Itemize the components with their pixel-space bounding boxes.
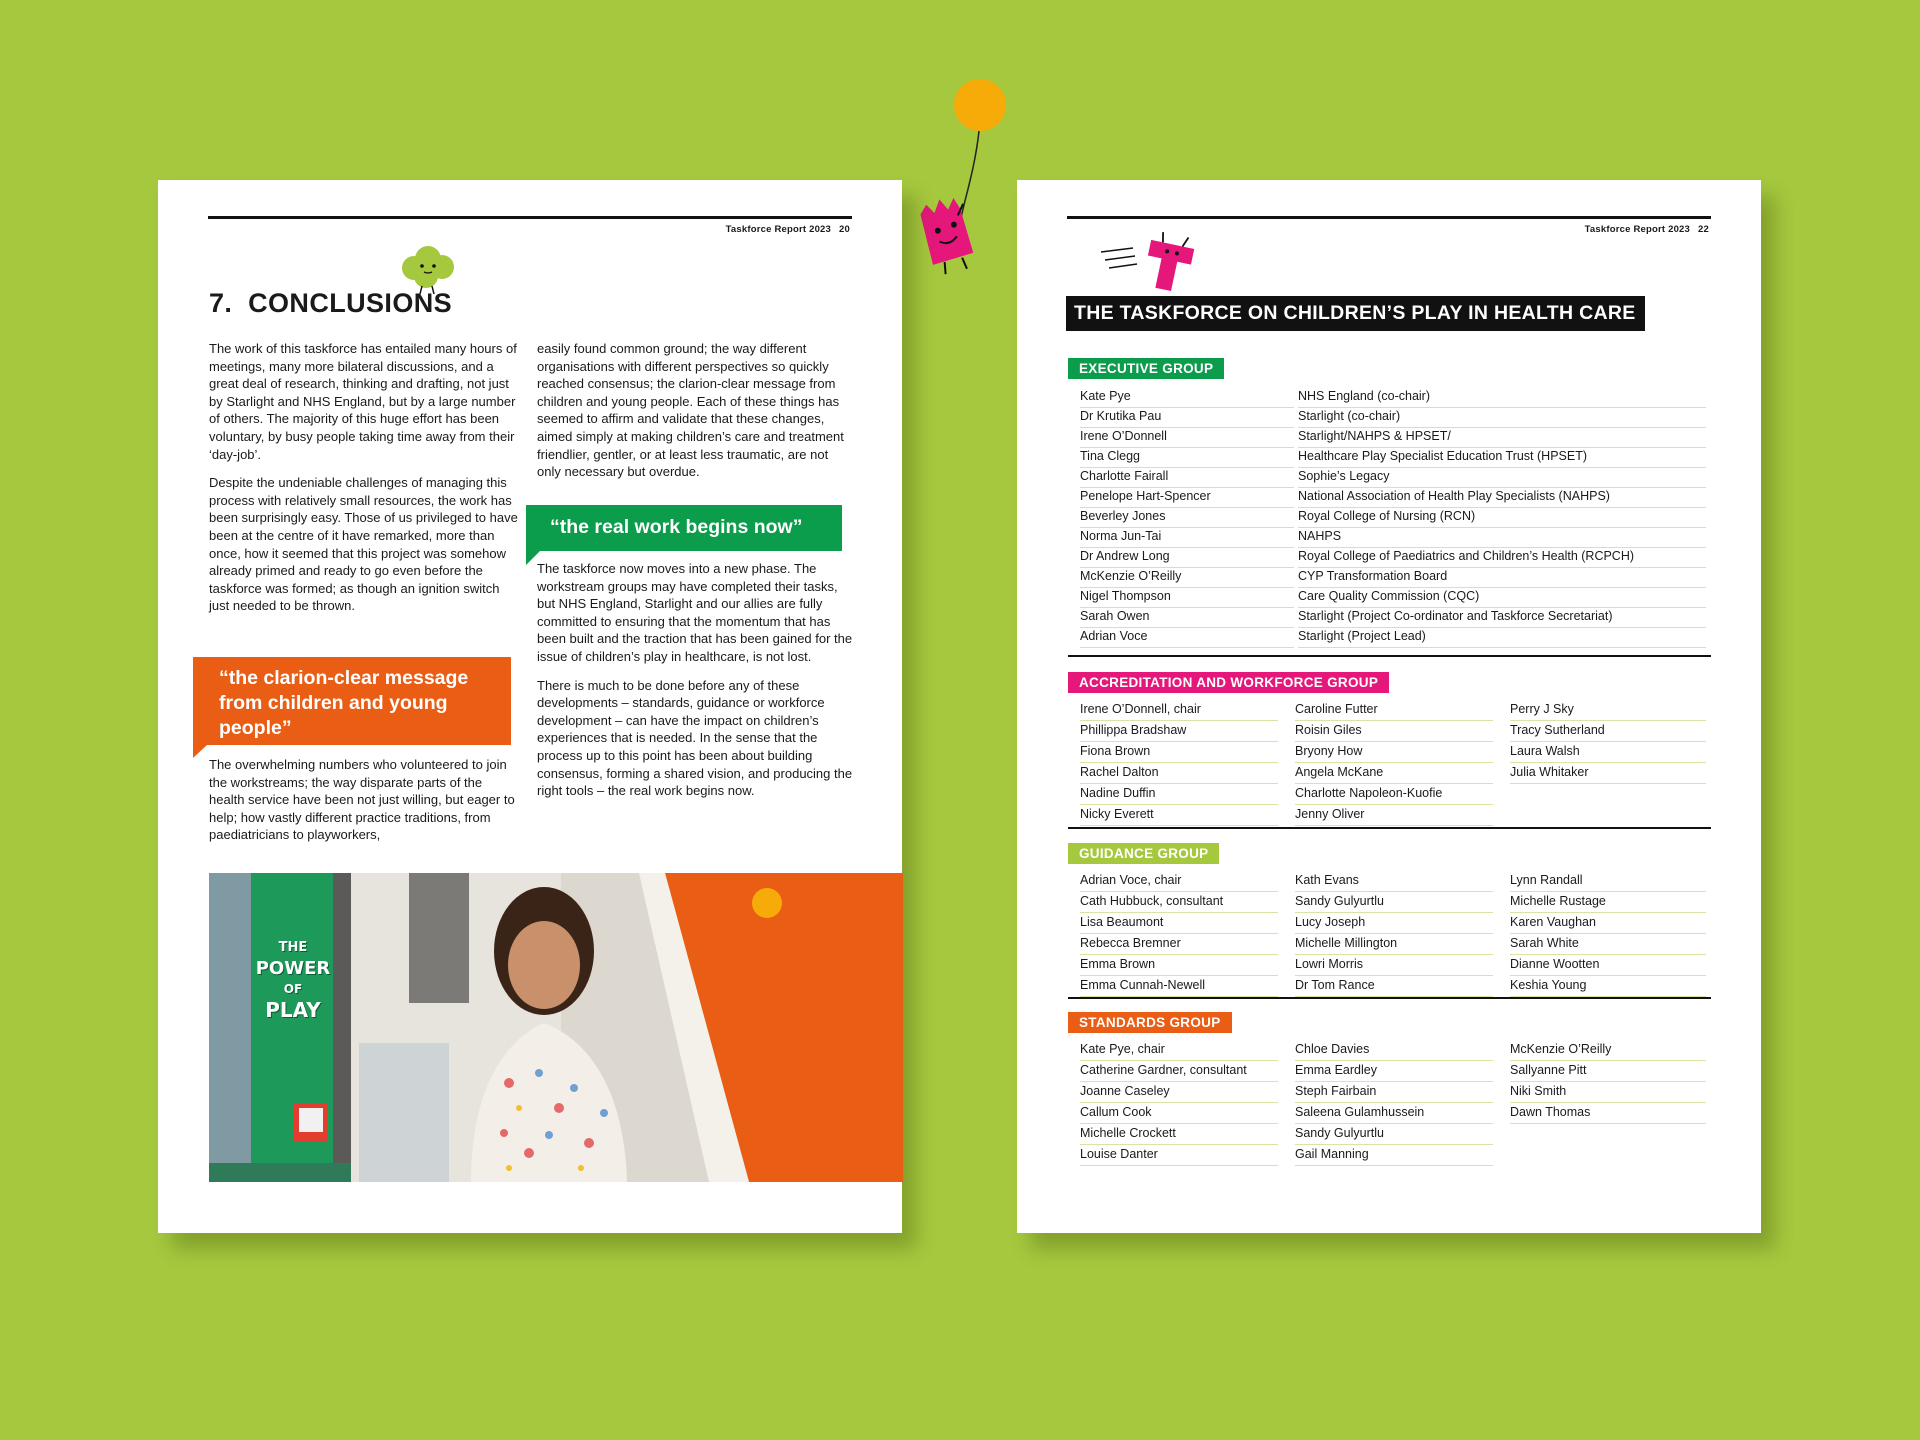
page-number: 20 — [839, 224, 850, 235]
quote-tail — [193, 745, 207, 758]
section-divider — [1068, 997, 1711, 999]
member-name: Steph Fairbain — [1295, 1082, 1493, 1103]
group-label-accreditation: ACCREDITATION AND WORKFORCE GROUP — [1068, 672, 1389, 693]
member-name: Gail Manning — [1295, 1145, 1493, 1166]
name-column — [1510, 871, 1706, 997]
member-name: Jenny Oliver — [1295, 805, 1493, 826]
header-rule — [1067, 216, 1711, 219]
page-title: 7. CONCLUSIONS — [209, 288, 453, 318]
power-of-play-sign — [255, 937, 331, 1021]
page-number: 22 — [1698, 224, 1709, 235]
member-organisation: Care Quality Commission (CQC) — [1298, 587, 1706, 608]
member-organisation: Royal College of Paediatrics and Children’s Health (RCPCH) — [1298, 547, 1706, 568]
member-organisation: NHS England (co-chair) — [1298, 387, 1706, 408]
running-title: Taskforce Report 2023 — [725, 224, 832, 235]
paragraph: The work of this taskforce has entailed many hours of meetings, many more bilateral discussions, and a great deal of research, thinking and drafting, not just by Starlight and NHS England, but by a large number of others. The majority of this huge effort has been voluntary, by busy people taking time away from their ‘day-job’. — [209, 341, 517, 462]
member-organisation: Sophie’s Legacy — [1298, 467, 1706, 488]
member-name: Dr Krutika Pau — [1080, 407, 1294, 428]
member-organisation: National Association of Health Play Specialists (NAHPS) — [1298, 487, 1706, 508]
member-organisation: Starlight (co-chair) — [1298, 407, 1706, 428]
member-name: Rachel Dalton — [1080, 763, 1278, 784]
member-name: Irene O’Donnell, chair — [1080, 700, 1278, 721]
member-name: Keshia Young — [1510, 976, 1706, 997]
name-column — [1510, 700, 1706, 784]
member-name: Lisa Beaumont — [1080, 913, 1278, 934]
member-name: Sarah Owen — [1080, 607, 1294, 628]
member-name: Cath Hubbuck, consultant — [1080, 892, 1278, 913]
member-name: Rebecca Bremner — [1080, 934, 1278, 955]
member-name: Charlotte Napoleon-Kuofie — [1295, 784, 1493, 805]
member-name: Dawn Thomas — [1510, 1103, 1706, 1124]
member-name: Saleena Gulamhussein — [1295, 1103, 1493, 1124]
paragraph: easily found common ground; the way different organisations with different perspectives so quickly reached consensus; the clarion-clear message from children and young people. Each of these things has seemed to affirm and validate that these changes, aimed simply at making children’s care and treatment friendlier, gentler, or at least less traumatic, are not only necessary but overdue. — [537, 341, 844, 480]
member-name: Norma Jun-Tai — [1080, 527, 1294, 548]
member-name: Lucy Joseph — [1295, 913, 1493, 934]
member-organisation: NAHPS — [1298, 527, 1706, 548]
member-name: Tina Clegg — [1080, 447, 1294, 468]
name-column — [1080, 1040, 1278, 1166]
cloud-mascot-illustration — [398, 244, 458, 294]
paragraph: There is much to be done before any of these developments – standards, guidance or workforce development – can have the impact on children’s experiences that is needed. In the sense that the process up to this point has been about building consensus, forming a shared vision, and producing the right tools – the real work begins now. — [537, 677, 853, 799]
pull-quote-text: “the clarion-clear message from children and young people” — [219, 667, 469, 739]
member-organisation: Starlight (Project Co-ordinator and Taskforce Secretariat) — [1298, 607, 1706, 628]
column-2-continued — [537, 560, 853, 811]
member-name: Karen Vaughan — [1510, 913, 1706, 934]
running-mascot-illustration — [1099, 230, 1209, 300]
member-name: Michelle Millington — [1295, 934, 1493, 955]
report-page-left — [158, 180, 902, 1233]
name-column — [1080, 700, 1278, 826]
member-name: Emma Eardley — [1295, 1061, 1493, 1082]
member-name: Michelle Rustage — [1510, 892, 1706, 913]
group-label-guidance: GUIDANCE GROUP — [1068, 843, 1219, 864]
name-column — [1510, 1040, 1706, 1124]
member-name: Irene O’Donnell — [1080, 427, 1294, 448]
member-name: Angela McKane — [1295, 763, 1493, 784]
running-header — [726, 224, 850, 235]
name-column — [1295, 700, 1493, 826]
member-name: Michelle Crockett — [1080, 1124, 1278, 1145]
member-name: Beverley Jones — [1080, 507, 1294, 528]
member-name: Adrian Voce — [1080, 627, 1294, 648]
report-page-right — [1017, 180, 1761, 1233]
member-name: Niki Smith — [1510, 1082, 1706, 1103]
member-organisation: CYP Transformation Board — [1298, 567, 1706, 588]
member-name: Fiona Brown — [1080, 742, 1278, 763]
member-name: Sandy Gulyurtlu — [1295, 1124, 1493, 1145]
member-name: Louise Danter — [1080, 1145, 1278, 1166]
member-name: Charlotte Fairall — [1080, 467, 1294, 488]
pull-quote-green — [526, 505, 842, 551]
member-name: McKenzie O’Reilly — [1510, 1040, 1706, 1061]
name-column — [1295, 1040, 1493, 1166]
member-name: Perry J Sky — [1510, 700, 1706, 721]
member-name: Nicky Everett — [1080, 805, 1278, 826]
column-1-continued — [209, 756, 521, 855]
member-name: Adrian Voce, chair — [1080, 871, 1278, 892]
member-organisation: Starlight/NAHPS & HPSET/ — [1298, 427, 1706, 448]
member-name: Caroline Futter — [1295, 700, 1493, 721]
member-name: Dr Tom Rance — [1295, 976, 1493, 997]
member-name: Tracy Sutherland — [1510, 721, 1706, 742]
sign-word: PLAY — [265, 998, 321, 1022]
member-name: Julia Whitaker — [1510, 763, 1706, 784]
member-name: Kate Pye, chair — [1080, 1040, 1278, 1061]
member-organisation: Starlight (Project Lead) — [1298, 627, 1706, 648]
column-1 — [209, 340, 521, 626]
member-name: Emma Cunnah-Newell — [1080, 976, 1278, 997]
member-name: Bryony How — [1295, 742, 1493, 763]
member-name: Sarah White — [1510, 934, 1706, 955]
member-name: McKenzie O’Reilly — [1080, 567, 1294, 588]
pull-quote-orange — [193, 657, 511, 745]
name-column — [1295, 871, 1493, 997]
group-label-standards: STANDARDS GROUP — [1068, 1012, 1232, 1033]
member-name: Dr Andrew Long — [1080, 547, 1294, 568]
running-title: Taskforce Report 2023 — [1584, 224, 1691, 235]
member-name: Phillippa Bradshaw — [1080, 721, 1278, 742]
paragraph: The taskforce now moves into a new phase. The workstream groups may have completed their tasks, but NHS England, Starlight and our allies are fully committed to ensuring that the momentum that has been built and the traction that has been gained for the issue of children’s play in healthcare, is not lost. — [537, 561, 853, 664]
sign-word: POWER — [255, 958, 331, 979]
member-name: Penelope Hart-Spencer — [1080, 487, 1294, 508]
member-name: Catherine Gardner, consultant — [1080, 1061, 1278, 1082]
column-2 — [537, 340, 853, 492]
header-rule — [208, 216, 852, 219]
member-organisation: Healthcare Play Specialist Education Trust (HPSET) — [1298, 447, 1706, 468]
member-name: Sandy Gulyurtlu — [1295, 892, 1493, 913]
member-name: Emma Brown — [1080, 955, 1278, 976]
member-name: Nigel Thompson — [1080, 587, 1294, 608]
member-name: Nadine Duffin — [1080, 784, 1278, 805]
name-column — [1080, 871, 1278, 997]
member-name: Chloe Davies — [1295, 1040, 1493, 1061]
member-name: Kate Pye — [1080, 387, 1294, 408]
member-name: Kath Evans — [1295, 871, 1493, 892]
member-organisation: Royal College of Nursing (RCN) — [1298, 507, 1706, 528]
balloon-mascot-illustration — [905, 78, 1015, 288]
member-name: Lynn Randall — [1510, 871, 1706, 892]
running-header — [1585, 224, 1709, 235]
section-divider — [1068, 827, 1711, 829]
member-name: Lowri Morris — [1295, 955, 1493, 976]
section-divider — [1068, 655, 1711, 657]
member-name: Laura Walsh — [1510, 742, 1706, 763]
member-name: Roisin Giles — [1295, 721, 1493, 742]
sign-word: OF — [283, 982, 303, 996]
sign-word: THE — [278, 940, 308, 955]
pull-quote-text: “the real work begins now” — [550, 516, 803, 538]
group-label-executive: EXECUTIVE GROUP — [1068, 358, 1224, 379]
paragraph: The overwhelming numbers who volunteered to join the workstreams; the way disparate parts of the health service have been not just willing, but eager to help; how vastly different practice traditions, from paediatricians to playworkers, — [209, 757, 515, 843]
paragraph: Despite the undeniable challenges of managing this process with relatively small resources, the work has been surprisingly easy. Those of us privileged to have been at the centre of it have remarked, more than once, how it seemed that this project was somehow already primed and ready to go even before the taskforce was formed; as though an ignition switch just needed to be thrown. — [209, 475, 518, 614]
member-name: Callum Cook — [1080, 1103, 1278, 1124]
hero-photo-child-in-hospital — [209, 873, 903, 1182]
section-banner: THE TASKFORCE ON CHILDREN’S PLAY IN HEALTH CARE — [1066, 296, 1645, 331]
member-name: Joanne Caseley — [1080, 1082, 1278, 1103]
member-name: Sallyanne Pitt — [1510, 1061, 1706, 1082]
member-name: Dianne Wootten — [1510, 955, 1706, 976]
